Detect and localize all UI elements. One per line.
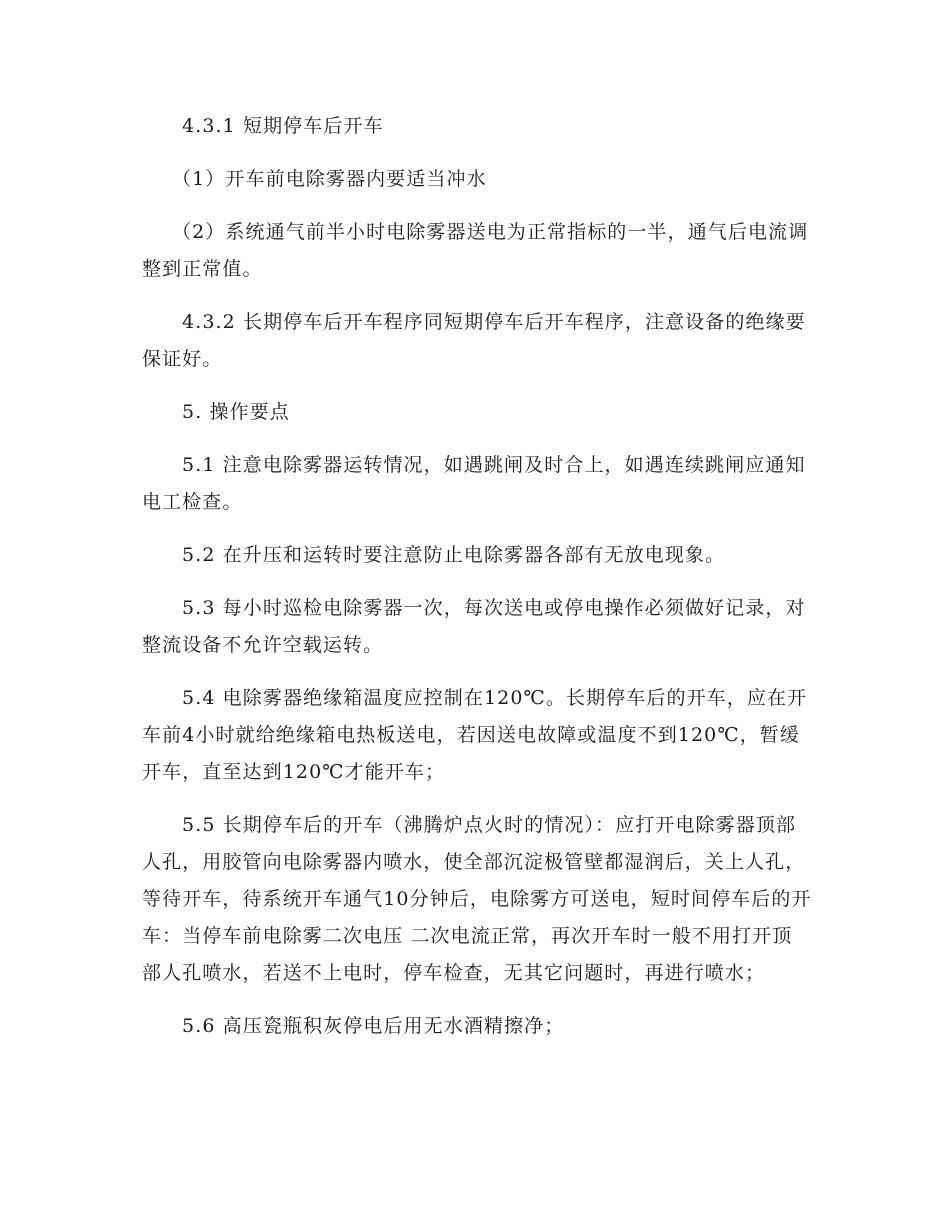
section-paragraph-5-2: 5.2 在升压和运转时要注意防止电除雾器各部有无放电现象。 (182, 544, 726, 566)
document-body (142, 108, 812, 1061)
section-paragraph-4-3-2: 4.3.2 长期停车后开车程序同短期停车后开车程序，注意设备的绝缘要保证好。 (142, 311, 806, 370)
section-paragraph-5-4: 5.4 电除雾器绝缘箱温度应控制在120℃。长期停车后的开车，应在开车前4小时就给绝缘箱电热板送电，若因送电故障或温度不到120℃，暂缓开车，直至达到120℃才能开车； (142, 687, 808, 783)
list-item-1: （1）开车前电除雾器内要适当冲水 (172, 168, 487, 190)
section-paragraph-5-5: 5.5 长期停车后的开车（沸腾炉点火时的情况）：应打开电除雾器顶部人孔，用胶管向电除雾器内喷水，使全部沉淀极管壁都湿润后，关上人孔，等待开车，待系统开车通气10分钟后，电除雾方可送电，短时间停车后的开车：当停车前电除雾二次电压 二次电流正常，再次开车时一般不用打开顶部人孔喷水，若送不上电时，停车检查，无其它问题时，再进行喷水； (142, 814, 812, 984)
section-paragraph-5-6: 5.6 高压瓷瓶积灰停电后用无水酒精擦净； (182, 1015, 565, 1037)
section-paragraph-5-3: 5.3 每小时巡检电除雾器一次，每次送电或停电操作必须做好记录，对整流设备不允许空载运转。 (142, 597, 806, 656)
section-paragraph-5-1: 5.1 注意电除雾器运转情况，如遇跳闸及时合上，如遇连续跳闸应通知电工检查。 (142, 454, 806, 513)
section-heading-5: 5. 操作要点 (182, 401, 290, 423)
section-heading-4-3-1: 4.3.1 短期停车后开车 (182, 115, 384, 137)
list-item-2: （2）系统通气前半小时电除雾器送电为正常指标的一半，通气后电流调整到正常值。 (142, 221, 809, 280)
